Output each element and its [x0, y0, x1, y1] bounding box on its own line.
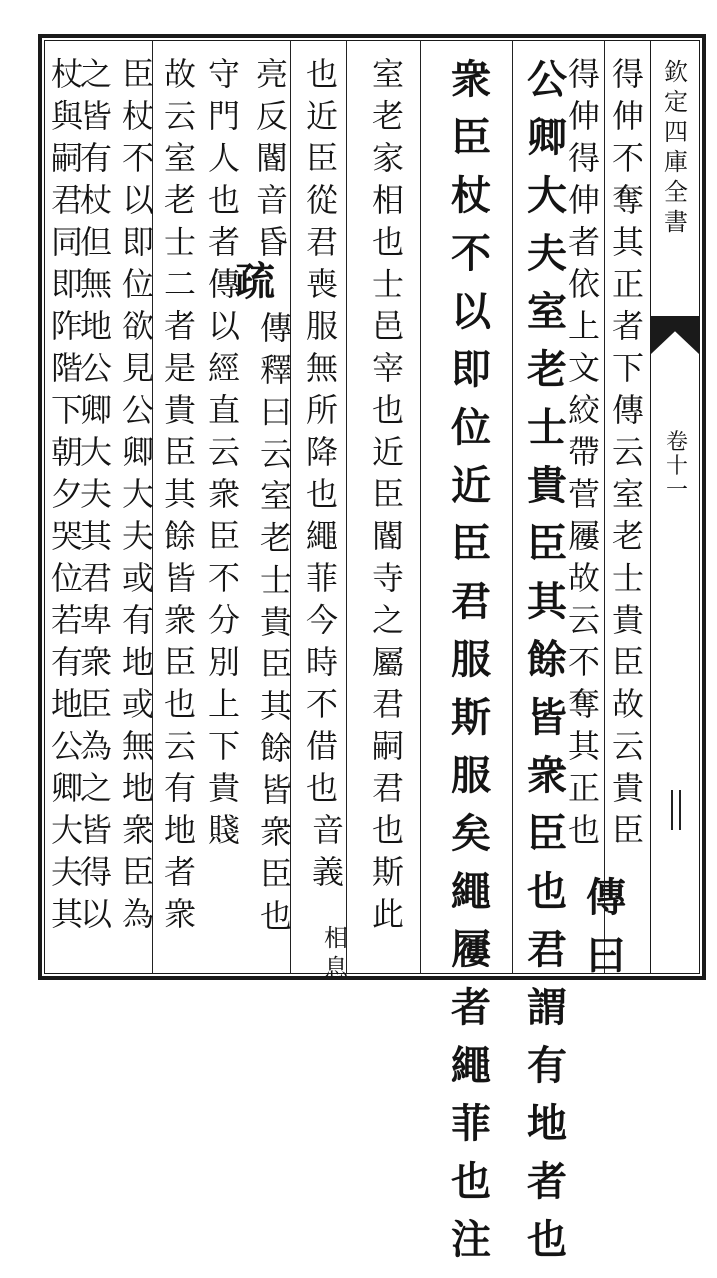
glyph: 分 [207, 601, 240, 639]
glyph: 無 [121, 727, 154, 765]
glyph: 音 [311, 811, 344, 849]
glyph: 臣 [163, 433, 196, 471]
glyph: 相 [371, 181, 404, 219]
glyph: 位 [50, 559, 83, 597]
glyph: 大 [527, 172, 567, 219]
glyph: 杖 [50, 55, 83, 93]
glyph: 杖 [121, 97, 154, 135]
text-column-1 [610, 55, 646, 856]
glyph: 卑 [79, 601, 112, 639]
glyph: 皆 [259, 771, 292, 809]
glyph: 也 [567, 811, 600, 849]
glyph: 正 [611, 265, 644, 303]
glyph: 注 [451, 1216, 491, 1263]
glyph: 帶 [567, 433, 600, 471]
glyph: 閽 [255, 139, 288, 177]
glyph: 衆 [163, 895, 196, 933]
glyph: 也 [527, 868, 567, 915]
glyph: 者 [567, 223, 600, 261]
glyph: 室 [371, 55, 404, 93]
text-column-9 [162, 55, 198, 940]
text-column-3 [526, 56, 568, 1278]
glyph: 正 [567, 769, 600, 807]
glyph: 卿 [50, 769, 83, 807]
glyph: 者 [451, 984, 491, 1031]
glyph: 老 [527, 346, 567, 393]
glyph: 衆 [79, 643, 112, 681]
glyph: 以 [121, 181, 154, 219]
glyph: 公 [121, 391, 154, 429]
glyph: 臣 [207, 517, 240, 555]
glyph: 士 [259, 561, 292, 599]
glyph: 其 [611, 223, 644, 261]
glyph: 臣 [259, 855, 292, 893]
glyph: 直 [207, 391, 240, 429]
glyph: 無 [305, 349, 338, 387]
glyph: 貴 [611, 769, 644, 807]
glyph: 庫 [664, 148, 688, 176]
glyph: 貴 [163, 391, 196, 429]
glyph: 欲 [121, 307, 154, 345]
glyph: 也 [371, 223, 404, 261]
glyph: 借 [305, 727, 338, 765]
glyph: 臣 [305, 139, 338, 177]
glyph: 下 [611, 349, 644, 387]
glyph: 傳 [207, 265, 240, 303]
glyph: 臣 [121, 853, 154, 891]
glyph: 繩 [305, 517, 338, 555]
glyph: 所 [305, 391, 338, 429]
glyph: 貴 [527, 462, 567, 509]
glyph: 大 [50, 811, 83, 849]
glyph: 服 [451, 636, 491, 683]
margin-book-title [662, 60, 690, 240]
glyph: 地 [121, 769, 154, 807]
glyph: 屨 [567, 517, 600, 555]
glyph: 同 [50, 223, 83, 261]
text-column-2 [566, 55, 602, 856]
glyph: 老 [163, 181, 196, 219]
glyph: 無 [79, 265, 112, 303]
glyph: 其 [567, 727, 600, 765]
glyph: 臣 [527, 810, 567, 857]
glyph: 衆 [163, 601, 196, 639]
glyph: 位 [451, 404, 491, 451]
glyph: 有 [79, 139, 112, 177]
glyph: 一 [665, 478, 688, 503]
text-column-7-cont [258, 309, 294, 942]
glyph: 者 [611, 307, 644, 345]
glyph: 近 [371, 433, 404, 471]
glyph: 臣 [79, 685, 112, 723]
text-column-7 [254, 55, 290, 268]
glyph: 十 [665, 454, 688, 479]
glyph: 不 [207, 559, 240, 597]
glyph: 得 [567, 139, 600, 177]
glyph: 也 [527, 1216, 567, 1263]
glyph: 卿 [527, 114, 567, 161]
glyph: 云 [207, 433, 240, 471]
glyph: 君 [527, 926, 567, 973]
glyph: 傳 [259, 309, 292, 347]
glyph: 人 [207, 139, 240, 177]
glyph: 地 [527, 1100, 567, 1147]
glyph: 為 [79, 727, 112, 765]
glyph: 昏 [255, 223, 288, 261]
glyph: 不 [567, 643, 600, 681]
glyph: 不 [121, 139, 154, 177]
glyph: 貴 [259, 603, 292, 641]
glyph: 或 [121, 685, 154, 723]
text-column-2-label [585, 874, 627, 994]
glyph: 息 [324, 954, 348, 982]
glyph: 阼 [50, 307, 83, 345]
glyph: 之 [79, 55, 112, 93]
glyph: 伸 [567, 181, 600, 219]
column-rule [604, 40, 605, 974]
glyph: 二 [163, 265, 196, 303]
glyph: 也 [305, 55, 338, 93]
margin-chapter [664, 432, 690, 504]
glyph: 臣 [163, 643, 196, 681]
glyph: 繩 [451, 1042, 491, 1089]
glyph: 全 [664, 178, 688, 206]
column-rule [346, 40, 347, 974]
glyph: 夫 [121, 517, 154, 555]
glyph: 即 [50, 265, 83, 303]
glyph: 屨 [451, 926, 491, 973]
glyph: 音 [255, 181, 288, 219]
glyph: 有 [121, 601, 154, 639]
glyph: 貴 [207, 769, 240, 807]
glyph: 卿 [79, 391, 112, 429]
glyph: 釋 [259, 351, 292, 389]
glyph: 者 [163, 307, 196, 345]
glyph: 士 [611, 559, 644, 597]
glyph: 服 [305, 307, 338, 345]
glyph: 卿 [121, 433, 154, 471]
text-column-5 [370, 55, 406, 940]
glyph: 室 [527, 288, 567, 335]
column-rule [420, 40, 421, 974]
glyph: 室 [163, 139, 196, 177]
glyph: 有 [163, 769, 196, 807]
glyph: 朝 [50, 433, 83, 471]
glyph: 臣 [259, 645, 292, 683]
glyph: 定 [664, 88, 688, 116]
glyph: 也 [371, 391, 404, 429]
glyph: 以 [451, 288, 491, 335]
glyph: 云 [163, 97, 196, 135]
glyph: 喪 [305, 265, 338, 303]
glyph: 地 [79, 307, 112, 345]
glyph: 但 [79, 223, 112, 261]
glyph: 臣 [611, 643, 644, 681]
glyph: 邑 [371, 307, 404, 345]
glyph: 不 [611, 139, 644, 177]
glyph: 屬 [371, 643, 404, 681]
glyph: 之 [79, 769, 112, 807]
glyph: 下 [50, 391, 83, 429]
glyph: 衆 [451, 56, 491, 103]
glyph: 有 [50, 643, 83, 681]
glyph: 菅 [567, 475, 600, 513]
glyph: 傳 [586, 874, 626, 921]
glyph: 位 [121, 265, 154, 303]
glyph: 君 [451, 578, 491, 625]
glyph: 皆 [79, 97, 112, 135]
glyph: 餘 [527, 636, 567, 683]
glyph: 別 [207, 643, 240, 681]
glyph: 不 [305, 685, 338, 723]
glyph: 降 [305, 433, 338, 471]
glyph: 寺 [371, 559, 404, 597]
column-rule [512, 40, 513, 974]
glyph: 嗣 [371, 727, 404, 765]
glyph: 下 [207, 727, 240, 765]
glyph: 謂 [527, 984, 567, 1031]
glyph: 不 [451, 230, 491, 277]
glyph: 卷 [665, 430, 688, 455]
text-column-8 [206, 55, 242, 856]
glyph: 依 [567, 265, 600, 303]
glyph: 疏 [235, 258, 275, 305]
glyph: 宰 [371, 349, 404, 387]
glyph: 矣 [451, 810, 491, 857]
glyph: 曰 [586, 932, 626, 979]
glyph: 伸 [611, 97, 644, 135]
glyph: 奪 [567, 685, 600, 723]
glyph: 皆 [163, 559, 196, 597]
glyph: 公 [527, 56, 567, 103]
glyph: 也 [163, 685, 196, 723]
glyph: 有 [527, 1042, 567, 1089]
glyph: 也 [451, 1158, 491, 1205]
glyph: 也 [305, 769, 338, 807]
glyph: 君 [371, 769, 404, 807]
glyph: 繩 [451, 868, 491, 915]
glyph: 菲 [451, 1100, 491, 1147]
glyph: 老 [371, 97, 404, 135]
glyph: 亮 [255, 55, 288, 93]
glyph: 衆 [121, 811, 154, 849]
glyph: 故 [163, 55, 196, 93]
glyph: 故 [611, 685, 644, 723]
glyph: 君 [50, 181, 83, 219]
glyph: 皆 [79, 811, 112, 849]
glyph: 欽 [664, 58, 688, 86]
glyph: 地 [121, 643, 154, 681]
glyph: 夫 [527, 230, 567, 277]
glyph: 臣 [121, 55, 154, 93]
glyph: 菲 [305, 559, 338, 597]
glyph: 者 [527, 1158, 567, 1205]
glyph: 臣 [611, 811, 644, 849]
text-column-6 [304, 55, 340, 814]
text-column-6-gloss [322, 926, 350, 986]
glyph: 上 [567, 307, 600, 345]
glyph: 士 [163, 223, 196, 261]
glyph: 階 [50, 349, 83, 387]
glyph: 室 [259, 477, 292, 515]
glyph: 閽 [371, 517, 404, 555]
glyph: 也 [371, 811, 404, 849]
glyph: 上 [207, 685, 240, 723]
glyph: 今 [305, 601, 338, 639]
glyph: 臣 [451, 520, 491, 567]
glyph: 哭 [50, 517, 83, 555]
glyph: 云 [567, 601, 600, 639]
glyph: 夫 [50, 853, 83, 891]
glyph: 大 [121, 475, 154, 513]
glyph: 以 [79, 895, 112, 933]
glyph: 即 [121, 223, 154, 261]
glyph: 大 [79, 433, 112, 471]
glyph: 書 [664, 208, 688, 236]
glyph: 夫 [79, 475, 112, 513]
glyph: 地 [163, 811, 196, 849]
glyph: 皆 [527, 694, 567, 741]
glyph: 地 [50, 685, 83, 723]
glyph: 其 [259, 687, 292, 725]
text-column-4 [450, 56, 492, 1278]
glyph: 傳 [611, 391, 644, 429]
glyph: 與 [50, 97, 83, 135]
glyph: 室 [611, 475, 644, 513]
text-column-6-label [310, 811, 346, 898]
glyph: 士 [371, 265, 404, 303]
glyph: 四 [664, 118, 688, 146]
glyph: 相 [324, 924, 348, 952]
glyph: 云 [163, 727, 196, 765]
glyph: 也 [305, 475, 338, 513]
glyph: 公 [50, 727, 83, 765]
glyph: 也 [207, 181, 240, 219]
glyph: 奪 [611, 181, 644, 219]
glyph: 臣 [527, 520, 567, 567]
glyph: 嗣 [50, 139, 83, 177]
glyph: 君 [305, 223, 338, 261]
glyph: 或 [121, 559, 154, 597]
glyph: 故 [567, 559, 600, 597]
glyph: 也 [259, 897, 292, 935]
glyph: 近 [305, 97, 338, 135]
glyph: 其 [50, 895, 83, 933]
glyph: 義 [311, 853, 344, 891]
glyph: 者 [163, 853, 196, 891]
glyph: 之 [371, 601, 404, 639]
glyph: 者 [207, 223, 240, 261]
glyph: 公 [79, 349, 112, 387]
glyph: 士 [527, 404, 567, 451]
glyph: 伸 [567, 97, 600, 135]
glyph: 服 [451, 752, 491, 799]
glyph: 得 [79, 853, 112, 891]
glyph: 杖 [451, 172, 491, 219]
glyph: 夕 [50, 475, 83, 513]
text-column-12 [50, 55, 84, 940]
glyph: 賤 [207, 811, 240, 849]
glyph: 時 [305, 643, 338, 681]
glyph: 以 [207, 307, 240, 345]
folio-mark [671, 790, 681, 830]
glyph: 即 [451, 346, 491, 393]
glyph: 文 [567, 349, 600, 387]
glyph: 絞 [567, 391, 600, 429]
glyph: 得 [567, 55, 600, 93]
glyph: 衆 [259, 813, 292, 851]
glyph: 得 [611, 55, 644, 93]
text-column-10 [120, 55, 156, 940]
glyph: 餘 [163, 517, 196, 555]
glyph: 守 [207, 55, 240, 93]
glyph: 門 [207, 97, 240, 135]
glyph: 衆 [207, 475, 240, 513]
glyph: 曰 [259, 393, 292, 431]
glyph: 若 [50, 601, 83, 639]
glyph: 其 [163, 475, 196, 513]
glyph: 此 [371, 895, 404, 933]
glyph: 斯 [371, 853, 404, 891]
glyph: 衆 [527, 752, 567, 799]
glyph: 其 [79, 517, 112, 555]
glyph: 老 [611, 517, 644, 555]
glyph: 家 [371, 139, 404, 177]
glyph: 君 [79, 559, 112, 597]
glyph: 斯 [451, 694, 491, 741]
glyph: 臣 [371, 475, 404, 513]
glyph: 其 [527, 578, 567, 625]
glyph: 近 [451, 462, 491, 509]
glyph: 從 [305, 181, 338, 219]
glyph: 為 [121, 895, 154, 933]
glyph: 反 [255, 97, 288, 135]
glyph: 云 [611, 727, 644, 765]
glyph: 餘 [259, 729, 292, 767]
glyph: 云 [611, 433, 644, 471]
glyph: 君 [371, 685, 404, 723]
glyph: 經 [207, 349, 240, 387]
glyph: 見 [121, 349, 154, 387]
glyph: 云 [259, 435, 292, 473]
glyph: 臣 [451, 114, 491, 161]
glyph: 是 [163, 349, 196, 387]
glyph: 老 [259, 519, 292, 557]
glyph: 杖 [79, 181, 112, 219]
glyph: 貴 [611, 601, 644, 639]
